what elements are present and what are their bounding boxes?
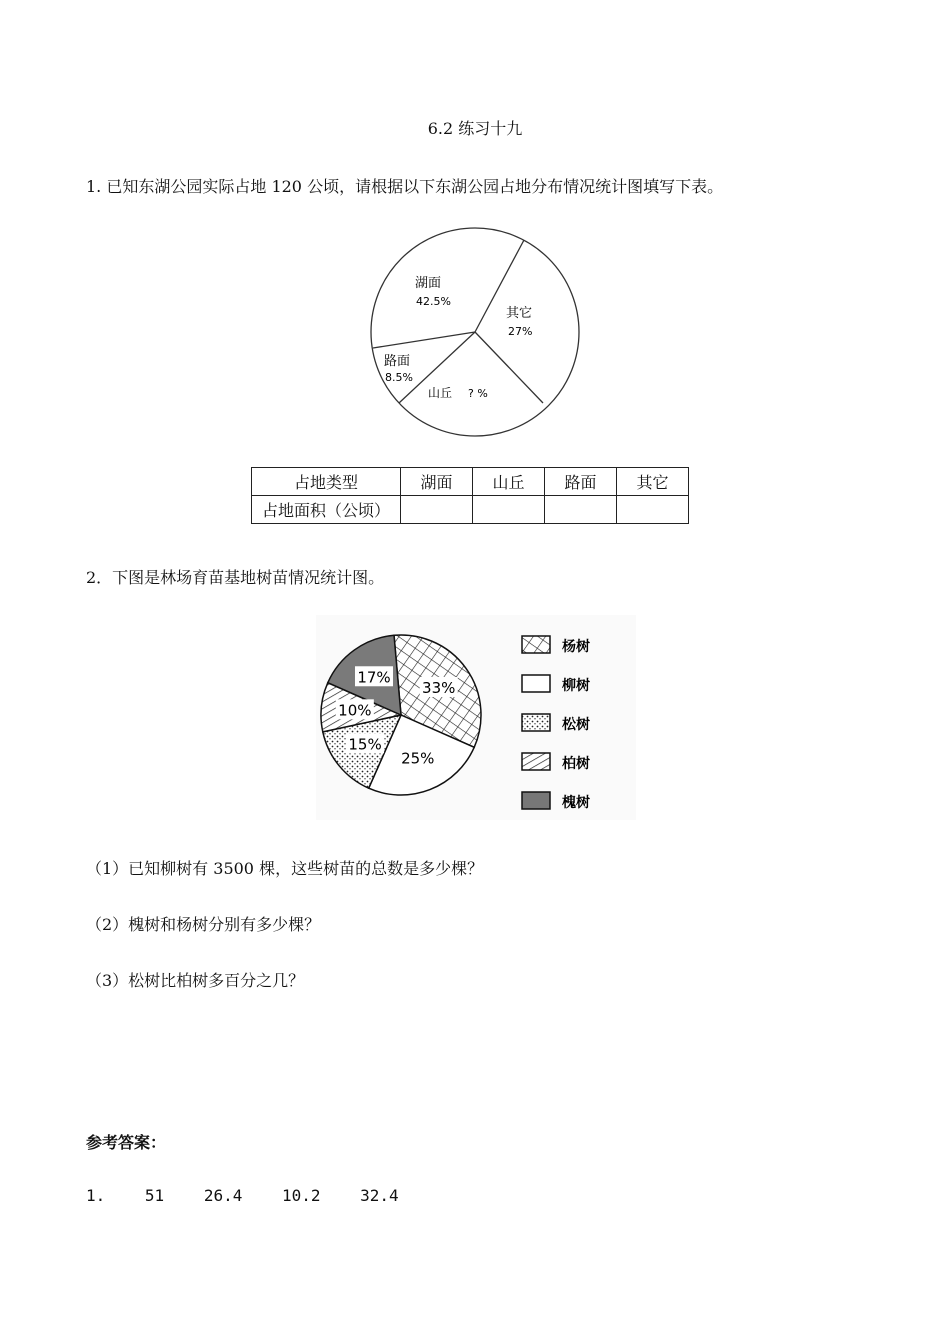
question-1-text: 1. 已知东湖公园实际占地 120 公顷，请根据以下东湖公园占地分布情况统计图填写下表。 [86, 177, 724, 196]
table-cell-empty[interactable] [617, 496, 689, 524]
legend-label-poplar: 杨树 [562, 639, 590, 655]
legend-swatch-poplar [522, 636, 550, 653]
pie1-value-road: 8.5% [385, 371, 413, 384]
table-cell: 其它 [617, 468, 689, 496]
table-cell: 湖面 [401, 468, 473, 496]
area-table [251, 467, 689, 524]
page-title: 6.2 练习十九 [427, 119, 523, 138]
legend-swatch-locust [522, 792, 550, 809]
table-row [252, 468, 689, 496]
park-area-pie-chart [360, 225, 590, 440]
pie2-value-willow: 25% [401, 749, 435, 768]
table-cell: 路面 [545, 468, 617, 496]
pie2-value-pine: 15% [348, 735, 382, 754]
question-2-text: 2．下图是林场育苗基地树苗情况统计图。 [86, 568, 385, 587]
answer-label: 1. [86, 1186, 106, 1205]
sub-question-2: （2）槐树和杨树分别有多少棵？ [86, 915, 321, 934]
pie1-label-lake: 湖面 [415, 276, 442, 291]
pie2-value-poplar: 33% [422, 678, 456, 697]
answers-heading: 参考答案： [86, 1133, 167, 1152]
table-cell-empty[interactable] [473, 496, 545, 524]
legend-swatch-cypress [522, 753, 550, 770]
legend-label-willow: 柳树 [562, 678, 590, 694]
table-cell-empty[interactable] [401, 496, 473, 524]
answers-line [86, 1186, 429, 1205]
pie1-value-hill: ? % [468, 387, 488, 400]
pie1-value-other: 27% [508, 325, 533, 338]
sub-question-3: （3）松树比柏树多百分之几？ [86, 971, 305, 990]
pie1-value-lake: 42.5% [416, 295, 451, 308]
pie1-label-hill: 山丘 [428, 386, 453, 400]
pie2-value-locust: 17% [357, 668, 391, 687]
legend-swatch-willow [522, 675, 550, 692]
sub-question-1: （1）已知柳树有 3500 棵，这些树苗的总数是多少棵？ [86, 859, 484, 878]
legend-label-locust: 槐树 [562, 795, 590, 811]
table-cell: 占地类型 [252, 468, 401, 496]
table-cell-empty[interactable] [545, 496, 617, 524]
table-cell: 占地面积（公顷） [252, 496, 401, 524]
pie2-value-cypress: 10% [338, 701, 372, 720]
table-cell: 山丘 [473, 468, 545, 496]
table-row [252, 496, 689, 524]
answer-value: 26.4 [203, 1186, 243, 1205]
answer-value: 51 [144, 1186, 165, 1205]
legend-label-pine: 松树 [562, 717, 590, 733]
pie1-label-road: 路面 [384, 354, 411, 369]
answer-value: 10.2 [281, 1186, 321, 1205]
legend-swatch-pine [522, 714, 550, 731]
tree-seedling-pie-chart [316, 615, 636, 820]
legend-label-cypress: 柏树 [562, 756, 590, 772]
pie1-label-other: 其它 [506, 306, 533, 321]
answer-value: 32.4 [360, 1186, 399, 1205]
